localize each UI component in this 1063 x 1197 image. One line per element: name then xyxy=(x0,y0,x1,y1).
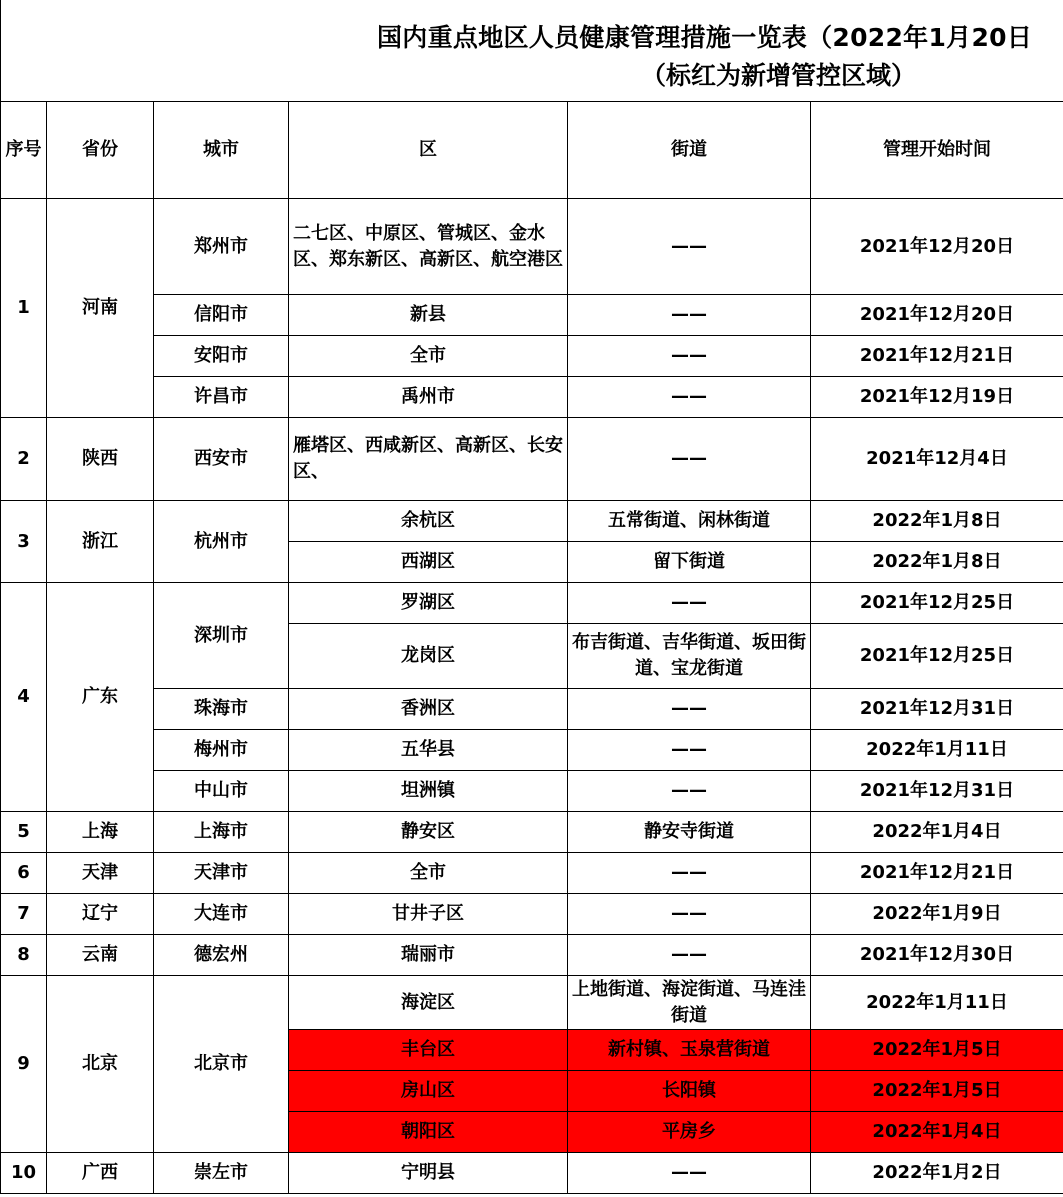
city-cell: 天津市 xyxy=(154,853,289,894)
street-cell: —— xyxy=(568,199,811,295)
table-row xyxy=(1,418,1063,501)
district-cell: 全市 xyxy=(289,853,568,894)
row-number: 4 xyxy=(1,583,47,812)
street-cell: —— xyxy=(568,418,811,501)
street-cell: —— xyxy=(568,377,811,418)
city-cell: 安阳市 xyxy=(154,336,289,377)
city-cell: 崇左市 xyxy=(154,1153,289,1194)
date-cell: 2021年12月25日 xyxy=(811,624,1063,689)
district-cell: 宁明县 xyxy=(289,1153,568,1194)
street-cell: 上地街道、海淀街道、马连洼街道 xyxy=(568,976,811,1030)
date-cell: 2022年1月4日 xyxy=(811,1112,1063,1153)
district-cell: 坦洲镇 xyxy=(289,771,568,812)
table-row xyxy=(1,199,1063,295)
city-cell: 郑州市 xyxy=(154,199,289,295)
data-table xyxy=(0,101,1063,1194)
header-date: 管理开始时间 xyxy=(811,102,1063,199)
table-row xyxy=(1,771,1063,812)
province-cell: 天津 xyxy=(47,853,154,894)
header-city: 城市 xyxy=(154,102,289,199)
table-row xyxy=(1,336,1063,377)
district-cell: 朝阳区 xyxy=(289,1112,568,1153)
district-cell: 西湖区 xyxy=(289,542,568,583)
province-cell: 浙江 xyxy=(47,501,154,583)
district-cell: 静安区 xyxy=(289,812,568,853)
row-number: 10 xyxy=(1,1153,47,1194)
province-cell: 河南 xyxy=(47,199,154,418)
street-cell: 布吉街道、吉华街道、坂田街道、宝龙街道 xyxy=(568,624,811,689)
city-cell: 中山市 xyxy=(154,771,289,812)
header-district: 区 xyxy=(289,102,568,199)
district-cell: 余杭区 xyxy=(289,501,568,542)
date-cell: 2021年12月25日 xyxy=(811,583,1063,624)
date-cell: 2021年12月31日 xyxy=(811,689,1063,730)
district-cell: 香洲区 xyxy=(289,689,568,730)
province-cell: 云南 xyxy=(47,935,154,976)
table-row xyxy=(1,812,1063,853)
table-row xyxy=(1,583,1063,624)
province-cell: 广西 xyxy=(47,1153,154,1194)
date-cell: 2021年12月20日 xyxy=(811,199,1063,295)
district-cell: 新县 xyxy=(289,295,568,336)
street-cell: 留下街道 xyxy=(568,542,811,583)
date-cell: 2022年1月4日 xyxy=(811,812,1063,853)
street-cell: 平房乡 xyxy=(568,1112,811,1153)
street-cell: —— xyxy=(568,583,811,624)
district-cell: 海淀区 xyxy=(289,976,568,1030)
district-cell: 甘井子区 xyxy=(289,894,568,935)
page-subtitle: （标红为新增管控区域） xyxy=(641,61,917,90)
table-row xyxy=(1,689,1063,730)
row-number: 5 xyxy=(1,812,47,853)
date-cell: 2021年12月4日 xyxy=(811,418,1063,501)
row-number: 6 xyxy=(1,853,47,894)
street-cell: 五常街道、闲林街道 xyxy=(568,501,811,542)
city-cell: 珠海市 xyxy=(154,689,289,730)
date-cell: 2021年12月19日 xyxy=(811,377,1063,418)
table-row xyxy=(1,1153,1063,1194)
district-cell: 丰台区 xyxy=(289,1030,568,1071)
district-cell: 房山区 xyxy=(289,1071,568,1112)
district-cell: 雁塔区、西咸新区、高新区、长安区、 xyxy=(289,418,568,501)
row-number: 2 xyxy=(1,418,47,501)
street-cell: 静安寺街道 xyxy=(568,812,811,853)
date-cell: 2021年12月31日 xyxy=(811,771,1063,812)
header-no: 序号 xyxy=(1,102,47,199)
table-row xyxy=(1,730,1063,771)
city-cell: 西安市 xyxy=(154,418,289,501)
date-cell: 2021年12月20日 xyxy=(811,295,1063,336)
page-title: 国内重点地区人员健康管理措施一览表（2022年1月20日 xyxy=(377,23,1033,52)
street-cell: —— xyxy=(568,730,811,771)
date-cell: 2022年1月5日 xyxy=(811,1030,1063,1071)
table-row xyxy=(1,894,1063,935)
table-row xyxy=(1,377,1063,418)
date-cell: 2022年1月11日 xyxy=(811,730,1063,771)
city-cell: 上海市 xyxy=(154,812,289,853)
district-cell: 二七区、中原区、管城区、金水区、郑东新区、高新区、航空港区 xyxy=(289,199,568,295)
city-cell: 大连市 xyxy=(154,894,289,935)
district-cell: 瑞丽市 xyxy=(289,935,568,976)
date-cell: 2022年1月2日 xyxy=(811,1153,1063,1194)
city-cell: 梅州市 xyxy=(154,730,289,771)
province-cell: 辽宁 xyxy=(47,894,154,935)
province-cell: 广东 xyxy=(47,583,154,812)
date-cell: 2022年1月8日 xyxy=(811,501,1063,542)
street-cell: 长阳镇 xyxy=(568,1071,811,1112)
street-cell: —— xyxy=(568,853,811,894)
date-cell: 2022年1月5日 xyxy=(811,1071,1063,1112)
date-cell: 2022年1月9日 xyxy=(811,894,1063,935)
title-area xyxy=(0,0,1063,101)
street-cell: —— xyxy=(568,935,811,976)
district-cell: 罗湖区 xyxy=(289,583,568,624)
province-cell: 北京 xyxy=(47,976,154,1153)
city-cell: 德宏州 xyxy=(154,935,289,976)
row-number: 3 xyxy=(1,501,47,583)
header-street: 街道 xyxy=(568,102,811,199)
date-cell: 2021年12月21日 xyxy=(811,853,1063,894)
city-cell: 许昌市 xyxy=(154,377,289,418)
header-province: 省份 xyxy=(47,102,154,199)
date-cell: 2021年12月21日 xyxy=(811,336,1063,377)
street-cell: —— xyxy=(568,894,811,935)
street-cell: —— xyxy=(568,336,811,377)
street-cell: —— xyxy=(568,771,811,812)
header-row xyxy=(1,102,1063,199)
date-cell: 2022年1月8日 xyxy=(811,542,1063,583)
row-number: 1 xyxy=(1,199,47,418)
table-row xyxy=(1,295,1063,336)
street-cell: —— xyxy=(568,689,811,730)
district-cell: 禹州市 xyxy=(289,377,568,418)
district-cell: 五华县 xyxy=(289,730,568,771)
street-cell: —— xyxy=(568,1153,811,1194)
district-cell: 龙岗区 xyxy=(289,624,568,689)
table-row xyxy=(1,501,1063,542)
province-cell: 陕西 xyxy=(47,418,154,501)
table-row xyxy=(1,976,1063,1030)
street-cell: 新村镇、玉泉营街道 xyxy=(568,1030,811,1071)
province-cell: 上海 xyxy=(47,812,154,853)
city-cell: 北京市 xyxy=(154,976,289,1153)
table-row xyxy=(1,935,1063,976)
date-cell: 2021年12月30日 xyxy=(811,935,1063,976)
city-cell: 信阳市 xyxy=(154,295,289,336)
row-number: 8 xyxy=(1,935,47,976)
street-cell: —— xyxy=(568,295,811,336)
row-number: 9 xyxy=(1,976,47,1153)
table-row xyxy=(1,853,1063,894)
city-cell: 深圳市 xyxy=(154,583,289,689)
date-cell: 2022年1月11日 xyxy=(811,976,1063,1030)
city-cell: 杭州市 xyxy=(154,501,289,583)
district-cell: 全市 xyxy=(289,336,568,377)
row-number: 7 xyxy=(1,894,47,935)
